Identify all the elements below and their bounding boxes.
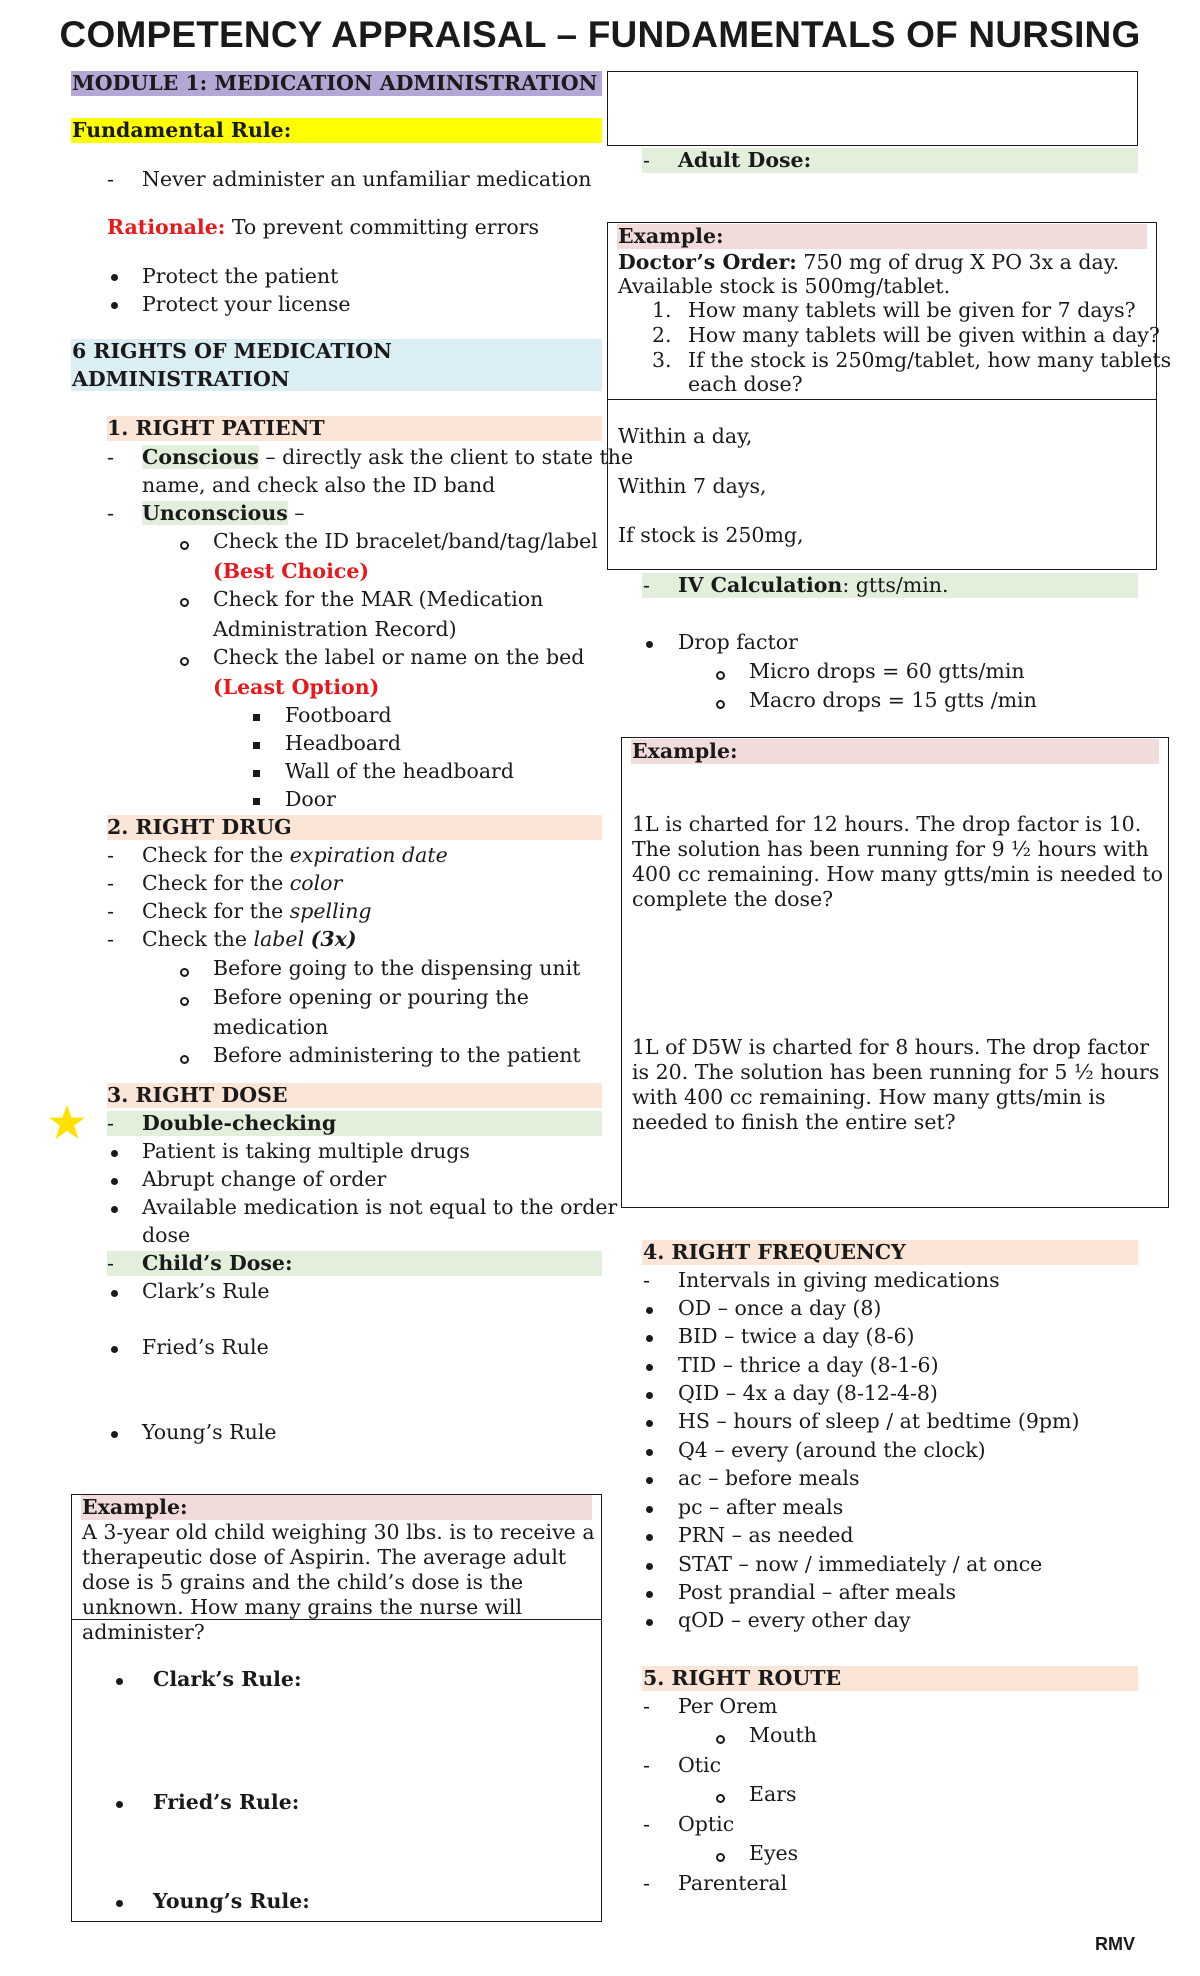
label-check-2-line2: medication bbox=[213, 1015, 329, 1039]
answer-250mg: If stock is 250mg, bbox=[618, 523, 804, 547]
rationale-line: Rationale: To prevent committing errors bbox=[107, 215, 540, 239]
dash-marker: - bbox=[107, 899, 114, 923]
freq-ac: ac – before meals bbox=[678, 1466, 860, 1490]
dash-marker: - bbox=[643, 1268, 650, 1292]
bullet-icon bbox=[111, 302, 118, 309]
check-spelling: Check for the spelling bbox=[142, 899, 372, 923]
place-wall: Wall of the headboard bbox=[285, 759, 514, 783]
dash-marker: - bbox=[643, 1753, 650, 1777]
child-example-divider bbox=[71, 1619, 602, 1620]
circle-bullet-icon bbox=[180, 598, 189, 607]
circle-bullet-icon bbox=[716, 1735, 725, 1744]
answer-within-day: Within a day, bbox=[618, 424, 753, 448]
micro-drops: Micro drops = 60 gtts/min bbox=[749, 659, 1025, 683]
option-mar-line2: Administration Record) bbox=[213, 617, 457, 641]
place-door: Door bbox=[285, 787, 336, 811]
option-bed-label: Check the label or name on the bed bbox=[213, 645, 585, 669]
fundamental-rule-label: Fundamental Rule: bbox=[72, 118, 292, 142]
dc-not-equal-line2: dose bbox=[142, 1223, 191, 1247]
route-mouth: Mouth bbox=[749, 1723, 817, 1747]
label-check-1: Before going to the dispensing unit bbox=[213, 956, 581, 980]
place-headboard: Headboard bbox=[285, 731, 401, 755]
solve-fried-rule: Fried’s Rule: bbox=[153, 1790, 300, 1814]
freq-q4: Q4 – every (around the clock) bbox=[678, 1438, 986, 1462]
q-number: 3. bbox=[652, 348, 672, 372]
frequency-intro: Intervals in giving medications bbox=[678, 1268, 1000, 1292]
square-bullet-icon bbox=[253, 798, 260, 805]
six-rights-heading-line1: 6 RIGHTS OF MEDICATION bbox=[72, 339, 392, 363]
dash-marker: - bbox=[107, 1111, 114, 1135]
best-choice-note: (Best Choice) bbox=[213, 559, 370, 583]
conscious-line2: name, and check also the ID band bbox=[142, 473, 496, 497]
circle-bullet-icon bbox=[180, 997, 189, 1006]
dash-marker: - bbox=[643, 1871, 650, 1895]
check-expiration: Check for the expiration date bbox=[142, 843, 448, 867]
freq-qid: QID – 4x a day (8-12-4-8) bbox=[678, 1381, 938, 1405]
footer-initials: RMV bbox=[1095, 1934, 1135, 1954]
dash-marker: - bbox=[107, 445, 114, 469]
square-bullet-icon bbox=[253, 742, 260, 749]
bullet-icon bbox=[646, 1449, 653, 1456]
bullet-icon bbox=[646, 1506, 653, 1513]
right-drug-heading: 2. RIGHT DRUG bbox=[107, 815, 292, 839]
bullet-icon bbox=[116, 1801, 123, 1808]
dc-abrupt-change: Abrupt change of order bbox=[142, 1167, 387, 1191]
circle-bullet-icon bbox=[180, 657, 189, 666]
iv-example-problem-2: 1L of D5W is charted for 8 hours. The drop factor is 20. The solution has been running for 5 ½ hours with 400 cc remaining. How many gtts/min is needed to finish the entire set? bbox=[632, 1035, 1160, 1134]
dash-marker: - bbox=[107, 1251, 114, 1275]
bullet-icon bbox=[646, 641, 653, 648]
dash-marker: - bbox=[107, 927, 114, 951]
option-id-bracelet: Check the ID bracelet/band/tag/label bbox=[213, 529, 598, 553]
bullet-icon bbox=[646, 1534, 653, 1541]
bullet-icon bbox=[111, 274, 118, 281]
dash-marker: - bbox=[643, 1812, 650, 1836]
dash-marker: - bbox=[107, 501, 114, 525]
circle-bullet-icon bbox=[716, 1794, 725, 1803]
macro-drops: Macro drops = 15 gtts /min bbox=[749, 688, 1037, 712]
freq-qod: qOD – every other day bbox=[678, 1608, 911, 1632]
solve-clark-rule: Clark’s Rule: bbox=[153, 1667, 302, 1691]
dc-not-equal: Available medication is not equal to the order bbox=[142, 1195, 618, 1219]
bullet-icon bbox=[111, 1431, 118, 1438]
bullet-protect-patient: Protect the patient bbox=[142, 264, 339, 288]
solve-young-rule: Young’s Rule: bbox=[153, 1889, 310, 1913]
square-bullet-icon bbox=[253, 714, 260, 721]
dc-multiple-drugs: Patient is taking multiple drugs bbox=[142, 1139, 470, 1163]
freq-hs: HS – hours of sleep / at bedtime (9pm) bbox=[678, 1409, 1080, 1433]
right-frequency-heading: 4. RIGHT FREQUENCY bbox=[643, 1240, 906, 1264]
freq-bid: BID – twice a day (8-6) bbox=[678, 1324, 915, 1348]
question-7-days: How many tablets will be given for 7 days? bbox=[688, 298, 1136, 322]
question-250mg-stock-line2: each dose? bbox=[688, 372, 803, 396]
dash-marker: - bbox=[643, 148, 650, 172]
bullet-icon bbox=[116, 1678, 123, 1685]
right-dose-heading: 3. RIGHT DOSE bbox=[107, 1083, 288, 1107]
freq-od: OD – once a day (8) bbox=[678, 1296, 882, 1320]
bullet-icon bbox=[111, 1150, 118, 1157]
label-check-2: Before opening or pouring the bbox=[213, 985, 529, 1009]
right-route-heading: 5. RIGHT ROUTE bbox=[643, 1666, 842, 1690]
q-number: 2. bbox=[652, 323, 672, 347]
circle-bullet-icon bbox=[180, 968, 189, 977]
drop-factor: Drop factor bbox=[678, 630, 798, 654]
check-color: Check for the color bbox=[142, 871, 343, 895]
iv-calculation: IV Calculation: gtts/min. bbox=[678, 573, 949, 597]
dash-marker: - bbox=[107, 167, 114, 191]
bullet-icon bbox=[111, 1346, 118, 1353]
page-title: COMPETENCY APPRAISAL – FUNDAMENTALS OF NURSING bbox=[59, 14, 1141, 55]
module-heading: MODULE 1: MEDICATION ADMINISTRATION bbox=[72, 71, 598, 95]
freq-post-prandial: Post prandial – after meals bbox=[678, 1580, 957, 1604]
route-eyes: Eyes bbox=[749, 1841, 799, 1865]
route-optic: Optic bbox=[678, 1812, 735, 1836]
conscious-line: Conscious – directly ask the client to state the bbox=[142, 445, 634, 469]
circle-bullet-icon bbox=[180, 1055, 189, 1064]
question-within-day: How many tablets will be given within a day? bbox=[688, 323, 1160, 347]
double-checking-label: Double-checking bbox=[142, 1111, 337, 1135]
q-number: 1. bbox=[652, 298, 672, 322]
freq-pc: pc – after meals bbox=[678, 1495, 844, 1519]
tablet-example-label: Example: bbox=[618, 224, 724, 248]
route-otic: Otic bbox=[678, 1753, 722, 1777]
bullet-icon bbox=[111, 1178, 118, 1185]
bullet-icon bbox=[646, 1563, 653, 1570]
bullet-icon bbox=[646, 1420, 653, 1427]
six-rights-heading-line2: ADMINISTRATION bbox=[72, 367, 290, 391]
freq-prn: PRN – as needed bbox=[678, 1523, 854, 1547]
option-mar: Check for the MAR (Medication bbox=[213, 587, 544, 611]
square-bullet-icon bbox=[253, 770, 260, 777]
iv-example-problem-1: 1L is charted for 12 hours. The drop factor is 10. The solution has been running for 9 ½ hours with 400 cc remaining. How many gtts/min is needed to complete the dose? bbox=[632, 812, 1163, 911]
bullet-protect-license: Protect your license bbox=[142, 292, 351, 316]
answer-within-7-days: Within 7 days, bbox=[618, 474, 767, 498]
adult-dose-label: Adult Dose: bbox=[678, 148, 812, 172]
circle-bullet-icon bbox=[180, 541, 189, 550]
star-icon bbox=[47, 1103, 87, 1143]
fundamental-rule-text: Never administer an unfamiliar medication bbox=[142, 167, 592, 191]
check-label: Check the label (3x) bbox=[142, 927, 357, 951]
tablet-example-divider bbox=[607, 399, 1157, 400]
label-check-3: Before administering to the patient bbox=[213, 1043, 581, 1067]
freq-stat: STAT – now / immediately / at once bbox=[678, 1552, 1043, 1576]
dash-marker: - bbox=[643, 1694, 650, 1718]
route-parenteral: Parenteral bbox=[678, 1871, 788, 1895]
rule-fried: Fried’s Rule bbox=[142, 1335, 269, 1359]
circle-bullet-icon bbox=[716, 671, 725, 680]
route-per-orem: Per Orem bbox=[678, 1694, 778, 1718]
bullet-icon bbox=[646, 1477, 653, 1484]
freq-tid: TID – thrice a day (8-1-6) bbox=[678, 1353, 939, 1377]
dash-marker: - bbox=[107, 871, 114, 895]
right-patient-heading: 1. RIGHT PATIENT bbox=[107, 416, 325, 440]
child-example-text: A 3-year old child weighing 30 lbs. is to receive a therapeutic dose of Aspirin. The average adult dose is 5 grains and the child’s dose is the unknown. How many grains the nurse will administer? bbox=[82, 1520, 595, 1644]
rule-clark: Clark’s Rule bbox=[142, 1279, 270, 1303]
rule-young: Young’s Rule bbox=[142, 1420, 277, 1444]
place-footboard: Footboard bbox=[285, 703, 392, 727]
available-stock: Available stock is 500mg/tablet. bbox=[618, 274, 951, 298]
circle-bullet-icon bbox=[716, 700, 725, 709]
bullet-icon bbox=[646, 1364, 653, 1371]
empty-answer-box bbox=[607, 71, 1138, 146]
child-example-label: Example: bbox=[82, 1495, 188, 1519]
child-dose-label: Child’s Dose: bbox=[142, 1251, 293, 1275]
route-ears: Ears bbox=[749, 1782, 797, 1806]
iv-example-box bbox=[621, 737, 1169, 1208]
bullet-icon bbox=[646, 1307, 653, 1314]
bullet-icon bbox=[111, 1206, 118, 1213]
bullet-icon bbox=[646, 1591, 653, 1598]
unconscious-line: Unconscious – bbox=[142, 501, 305, 525]
iv-example-label: Example: bbox=[632, 739, 738, 763]
doctors-order: Doctor’s Order: 750 mg of drug X PO 3x a day. bbox=[618, 250, 1120, 274]
bullet-icon bbox=[116, 1900, 123, 1907]
circle-bullet-icon bbox=[716, 1853, 725, 1862]
question-250mg-stock: If the stock is 250mg/tablet, how many tablets bbox=[688, 348, 1172, 372]
dash-marker: - bbox=[643, 573, 650, 597]
least-option-note: (Least Option) bbox=[213, 675, 380, 699]
bullet-icon bbox=[646, 1392, 653, 1399]
dash-marker: - bbox=[107, 843, 114, 867]
bullet-icon bbox=[646, 1619, 653, 1626]
bullet-icon bbox=[646, 1335, 653, 1342]
bullet-icon bbox=[111, 1290, 118, 1297]
